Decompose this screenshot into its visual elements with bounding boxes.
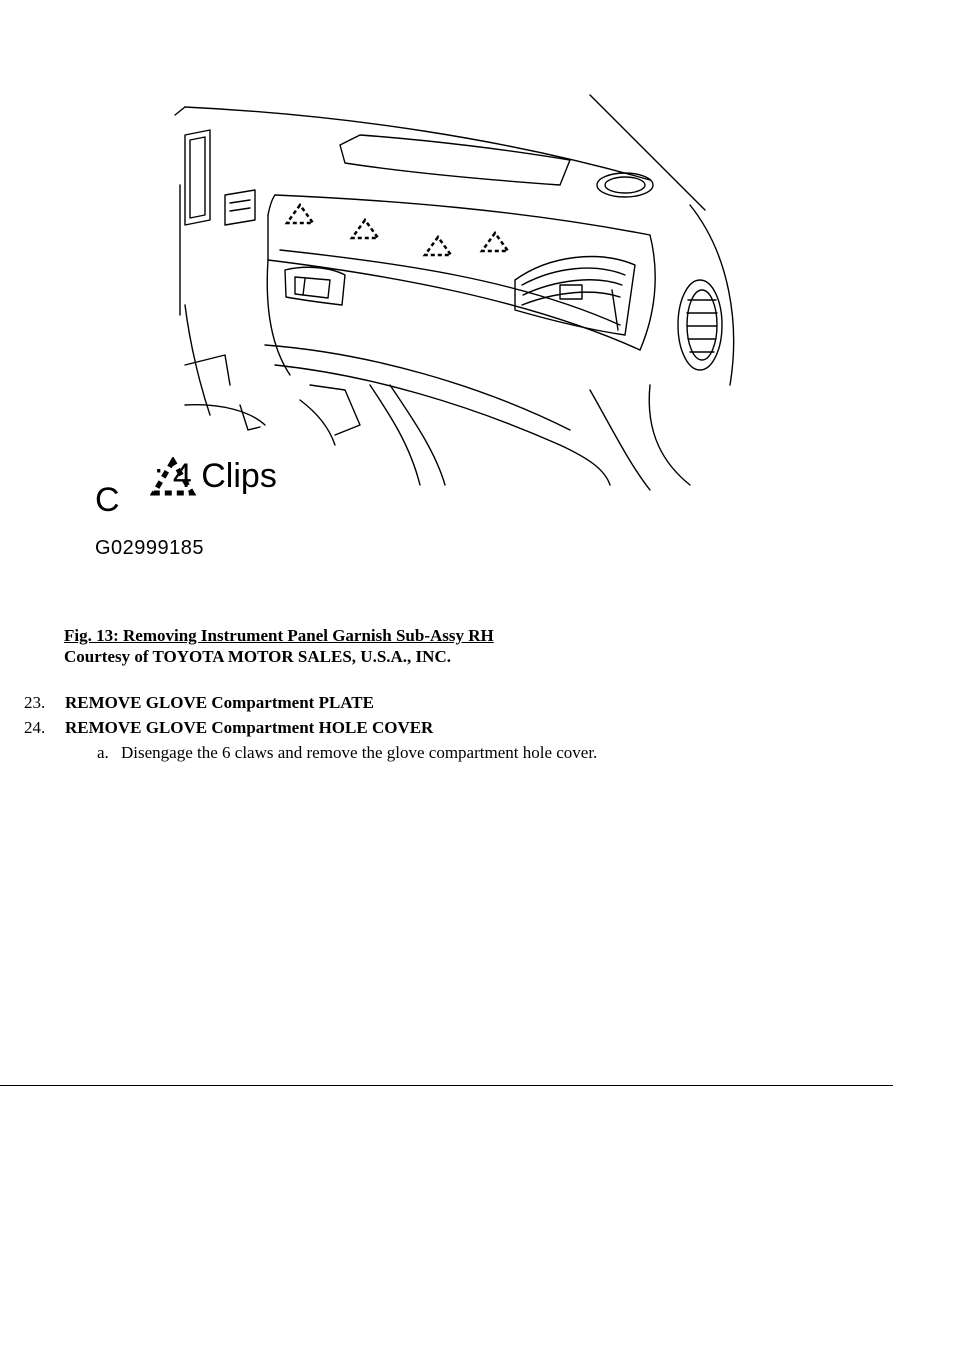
footer-divider: [0, 1085, 893, 1086]
procedure-steps: [24, 690, 597, 765]
step-24: [24, 715, 597, 740]
step-number: 24.: [24, 718, 46, 737]
dashboard-illustration: [90, 85, 750, 495]
figure-code: G02999185: [95, 537, 205, 559]
caption-courtesy: Courtesy of TOYOTA MOTOR SALES, U.S.A., INC.: [64, 647, 451, 666]
figure-letter: C: [95, 481, 120, 519]
clip-legend: [150, 457, 277, 496]
clip-legend-label: : 4 Clips: [154, 457, 277, 495]
step-title: REMOVE GLOVE Compartment PLATE: [65, 693, 374, 712]
substep-letter: a.: [97, 743, 109, 762]
substep-text: Disengage the 6 claws and remove the glove compartment hole cover.: [121, 743, 598, 762]
substep-a: [97, 740, 597, 765]
caption-title: Fig. 13: Removing Instrument Panel Garnish Sub-Assy RH: [64, 626, 494, 645]
dashed-triangle-clip-icon: [150, 457, 196, 497]
figure-13: [90, 85, 750, 565]
step-23: [24, 690, 597, 715]
figure-caption: [64, 625, 494, 667]
step-number: 23.: [24, 693, 46, 712]
step-title: REMOVE GLOVE Compartment HOLE COVER: [65, 718, 434, 737]
